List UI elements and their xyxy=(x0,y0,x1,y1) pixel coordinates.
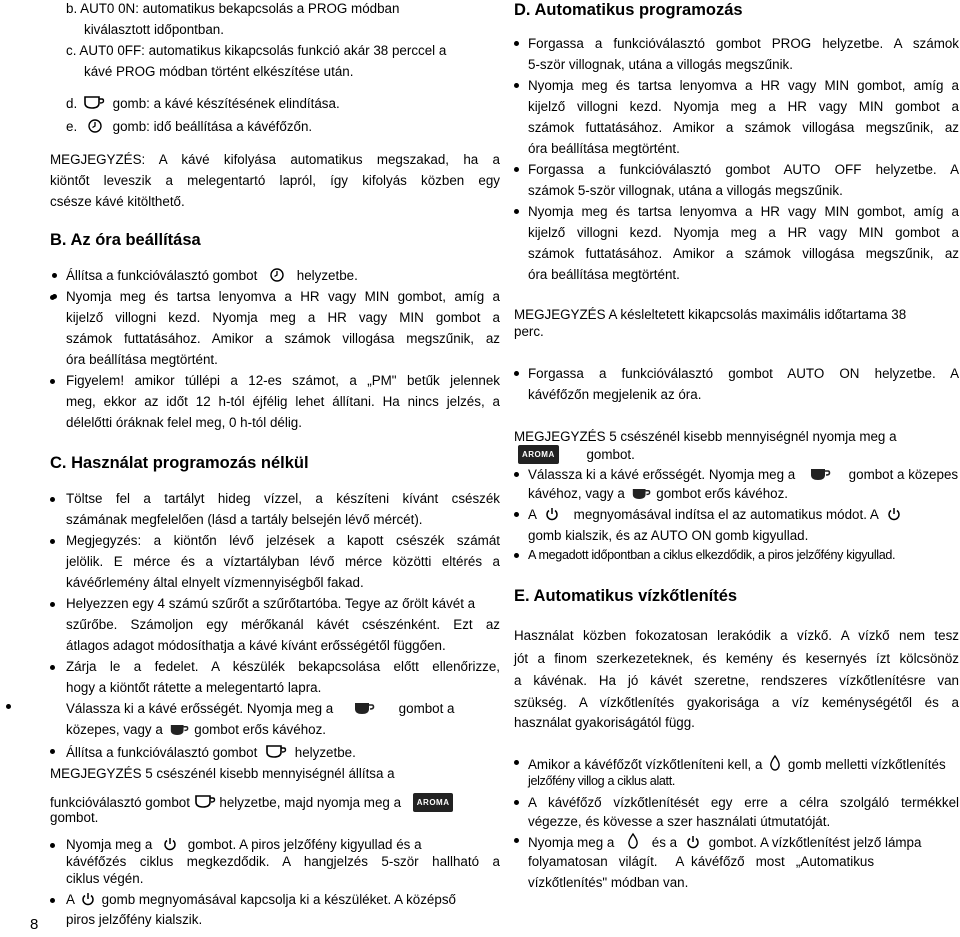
text-segment: gomb megnyomásával kapcsolja ki a készüléket. A középső xyxy=(101,892,456,907)
list-item xyxy=(66,742,500,761)
list-item: Nyomja meg és tartsa lenyomva a HR vagy MIN gombot, amíg a xyxy=(528,204,959,219)
bullet-dot xyxy=(50,843,55,848)
text-line: kijelző villogni kezd. Nyomja meg a HR vagy MIN gombot a xyxy=(528,225,959,240)
text-line: jelölik. E mérce és a víztartályban lévő mérce közötti eltérés a xyxy=(66,554,500,569)
bullet-dot xyxy=(514,472,519,477)
text-line: óra beállítása megtörtént. xyxy=(528,267,680,282)
bullet-dot xyxy=(50,539,55,544)
aroma-badge-icon: AROMA xyxy=(518,445,559,464)
note-line: MEGJEGYZÉS 5 csészénél kisebb mennyiségnél nyomja meg a xyxy=(514,429,897,444)
list-item: Töltse fel a tartályt hideg vízzel, a készíteni kívánt csészék xyxy=(66,491,500,506)
list-marker: d. xyxy=(66,96,78,111)
list-item xyxy=(528,754,959,773)
cup-icon xyxy=(809,466,831,482)
text-line: számának megfelelően (lásd a tartály belsején lévő mércét). xyxy=(66,512,423,527)
aroma-badge-icon: AROMA xyxy=(413,793,454,812)
list-item: Forgassa a funkcióválasztó gombot AUTO OFF helyzetbe. A xyxy=(528,162,959,177)
list-item-c: c. AUT0 0FF: automatikus kikapcsolás funkció akár 38 perccel a xyxy=(66,43,447,58)
paragraph-line: jót a finom szerkezeteknek, és kemény és kesernyés ízt kölcsönöz xyxy=(514,651,959,666)
list-item xyxy=(528,832,959,851)
paragraph-line: a kávénak. Ha jó kávét szeretne, rendszeres vízkőtlenítésre van xyxy=(514,673,959,688)
text-line: óra beállítása megtörtént. xyxy=(528,141,680,156)
text-segment: A xyxy=(528,507,537,522)
text-line: kijelző villogni kezd. Nyomja meg a HR vagy MIN gombot a xyxy=(66,310,500,325)
text-segment: gombot. A vízkőtlenítést jelző lámpa xyxy=(708,835,922,850)
list-item: Nyomja meg és tartsa lenyomva a HR vagy MIN gombot, amíg a xyxy=(528,78,959,93)
note-line: perc. xyxy=(514,324,544,339)
power-icon xyxy=(544,506,560,522)
text-line: kijelző villogni kezd. Nyomja meg a HR vagy MIN gombot a xyxy=(528,99,959,114)
text-segment: helyzetbe. xyxy=(296,268,358,283)
text-line: számok futtatásához. Amikor a számok villogása megszűnik, az xyxy=(528,120,959,135)
text-line: jelzőfény villog a ciklus alatt. xyxy=(528,774,675,788)
paragraph-line: szükség. A vízkőtlenítés gyakorisága a víz keménységétől és a xyxy=(514,695,959,710)
text-line: végezze, és kövesse a szer használati útmutatóját. xyxy=(528,814,831,829)
bullet-dot xyxy=(514,209,519,214)
section-heading-e: E. Automatikus vízkőtlenítés xyxy=(514,587,738,605)
text-line: meg, ekkor az időt 12 h-tól éjfélig lehet állítani. Ha nincs jelzés, a xyxy=(66,394,500,409)
text-line: számok futtatásához. Amikor a számok villogása megszűnik, az xyxy=(66,331,500,346)
note-line xyxy=(514,445,959,464)
bullet-dot xyxy=(514,553,519,558)
text-line: számok 5-ször villognak, utána a villogás megszűnik. xyxy=(528,183,843,198)
text-line: kiválasztott időpontban. xyxy=(84,22,224,37)
note-line: csésze kávé kitölthető. xyxy=(50,194,185,209)
text-line: kávéőrlemény által elnyelt vízmennyiségből fakad. xyxy=(66,575,364,590)
note-line: MEGJEGYZÉS A késleltetett kikapcsolás maximális időtartama 38 xyxy=(514,307,907,322)
text-segment: Amikor a kávéfőzőt vízkőtleníteni kell, a xyxy=(528,757,763,772)
cup-icon xyxy=(353,700,375,716)
list-item xyxy=(66,700,500,717)
text-segment: gomb: idő beállítása a kávéfőzőn. xyxy=(112,119,313,134)
drop-icon xyxy=(768,754,782,772)
text-line: 5-ször villognak, utána a villogás megszűnik. xyxy=(528,57,793,72)
note-line: kiöntőt leveszik a melegentartó lapról, így kifolyás közben egy xyxy=(50,173,500,188)
paragraph-line: Használat közben fokozatosan lerakódik a vízkő. A vízkő nem tesz xyxy=(514,628,959,643)
list-item xyxy=(66,891,500,908)
list-item: Figyelem! amikor túllépi a 12-es számot, a „PM" betűk jelennek xyxy=(66,373,500,388)
bullet-dot xyxy=(514,800,519,805)
text-line xyxy=(528,485,959,502)
power-icon xyxy=(886,506,902,522)
bullet-dot xyxy=(514,41,519,46)
text-segment: gombot a közepes xyxy=(848,467,959,482)
list-item xyxy=(528,466,959,483)
text-line: átlagos adagot módosíthatja a kávé kívánt erősségétől függően. xyxy=(66,638,446,653)
text-segment: és a xyxy=(651,835,678,850)
text-segment: Állítsa a funkcióválasztó gombot xyxy=(66,745,258,760)
list-item-b: b. AUT0 0N: automatikus bekapcsolás a PROG módban xyxy=(66,1,400,16)
note-line: MEGJEGYZÉS 5 csészénél kisebb mennyiségnél állítsa a xyxy=(50,766,395,781)
list-item xyxy=(528,506,959,523)
text-segment: gombot erős kávéhoz. xyxy=(194,722,326,737)
list-marker: e. xyxy=(66,119,78,134)
bullet-dot xyxy=(514,371,519,376)
power-icon xyxy=(162,836,178,852)
cup-icon xyxy=(265,742,287,760)
text-segment: kávéhoz, vagy a xyxy=(528,486,625,501)
clock-icon xyxy=(87,118,103,134)
power-icon xyxy=(80,891,96,907)
text-segment: gombot. xyxy=(586,447,635,462)
text-segment: Válassza ki a kávé erősségét. Nyomja meg a xyxy=(528,467,796,482)
section-heading-d: D. Automatikus programozás xyxy=(514,1,743,19)
text-segment: gomb melletti vízkőtlenítés xyxy=(787,757,946,772)
list-item: Helyezzen egy 4 számú szűrőt a szűrőtartóba. Tegye az őrölt kávét a xyxy=(66,596,476,611)
bullet-dot xyxy=(52,273,57,278)
text-line: ciklus végén. xyxy=(66,871,144,886)
text-segment: helyzetbe, majd nyomja meg a xyxy=(219,795,402,810)
text-segment: A xyxy=(66,892,75,907)
cup-icon xyxy=(169,722,189,737)
text-segment: gombot. A piros jelzőfény kigyullad és a xyxy=(187,837,422,852)
bullet-dot xyxy=(50,749,55,754)
text-line: gomb kialszik, és az AUTO ON gomb kigyullad. xyxy=(528,528,809,543)
cup-icon xyxy=(83,93,105,111)
bullet-dot xyxy=(514,838,519,843)
text-segment: gomb: a kávé készítésének elindítása. xyxy=(112,96,340,111)
text-segment: Nyomja meg a xyxy=(528,835,615,850)
bullet-dot xyxy=(50,898,55,903)
text-segment: gombot erős kávéhoz. xyxy=(656,486,788,501)
text-segment: Válassza ki a kávé erősségét. Nyomja meg a xyxy=(66,701,334,716)
text-line: óra beállítása megtörtént. xyxy=(66,352,218,367)
list-item xyxy=(66,267,500,284)
page-number: 8 xyxy=(30,916,39,933)
text-line: számok futtatásához. Amikor a számok villogása megszűnik, az xyxy=(528,246,959,261)
clock-icon xyxy=(269,267,285,283)
text-line: kávéfőzőn megjelenik az óra. xyxy=(528,387,702,402)
drop-icon xyxy=(626,832,640,850)
bullet-dot xyxy=(50,379,55,384)
text-line: hogy a kiöntőt rátette a melegentartó lapra. xyxy=(66,680,322,695)
list-item-e xyxy=(66,118,500,135)
text-line: piros jelzőfény kialszik. xyxy=(66,912,203,927)
text-segment: funkcióválasztó gombot xyxy=(50,795,190,810)
bullet-dot xyxy=(514,167,519,172)
note-line: gombot. xyxy=(50,810,99,825)
list-item: Forgassa a funkcióválasztó gombot PROG helyzetbe. A számok xyxy=(528,36,959,51)
power-icon xyxy=(685,834,701,850)
cup-icon xyxy=(194,792,216,810)
list-item: Megjegyzés: a kiöntőn lévő jelzések a kapott csészék számát xyxy=(66,533,500,548)
text-line: vízkőtlenítés" módban van. xyxy=(528,875,689,890)
list-item: A kávéfőző vízkőtlenítését egy erre a célra szolgáló termékkel xyxy=(528,795,959,810)
text-segment: Állítsa a funkcióválasztó gombot xyxy=(66,268,258,283)
list-item-d xyxy=(66,93,500,112)
bullet-dot xyxy=(50,295,55,300)
bullet-dot xyxy=(50,602,55,607)
paragraph-line: használat gyakoriságától függ. xyxy=(514,715,695,730)
list-item: Forgassa a funkcióválasztó gombot AUTO ON helyzetbe. A xyxy=(528,366,959,381)
bullet-dot xyxy=(514,760,519,765)
list-item: A megadott időpontban a ciklus elkezdődik, a piros jelzőfény kigyullad. xyxy=(528,548,896,562)
text-segment: gombot a xyxy=(398,701,455,716)
bullet-dot xyxy=(50,665,55,670)
bullet-dot xyxy=(514,83,519,88)
text-line: délelőtti óráknak felel meg, 0 h-tól délig. xyxy=(66,415,302,430)
text-line: folyamatosan világít. A kávéfőző most „Automatikus xyxy=(528,854,875,869)
text-line: szűrőbe. Számoljon egy mérőkanál kávét csészénként. Ezt az xyxy=(66,617,500,632)
text-line xyxy=(66,721,500,738)
text-segment: Nyomja meg a xyxy=(66,837,153,852)
list-item xyxy=(66,836,500,853)
note-line: MEGJEGYZÉS: A kávé kifolyása automatikus megszakad, ha a xyxy=(50,152,500,167)
bullet-dot xyxy=(50,497,55,502)
text-segment: megnyomásával indítsa el az automatikus módot. A xyxy=(573,507,879,522)
text-line: kávéfőzés ciklus megkezdődik. A hangjelzés 5-ször hallható a xyxy=(66,854,500,869)
section-heading-c: C. Használat programozás nélkül xyxy=(50,454,309,472)
text-segment: közepes, vagy a xyxy=(66,722,163,737)
cup-icon xyxy=(631,486,651,501)
text-segment: helyzetbe. xyxy=(294,745,356,760)
list-item: Nyomja meg és tartsa lenyomva a HR vagy MIN gombot, amíg a xyxy=(66,288,500,305)
section-heading-b: B. Az óra beállítása xyxy=(50,231,201,249)
bullet-dot xyxy=(6,704,11,709)
bullet-dot xyxy=(514,512,519,517)
text-line: kávé PROG módban történt elkészítése után. xyxy=(84,64,354,79)
list-item: Zárja le a fedelet. A készülék bekapcsolása előtt ellenőrizze, xyxy=(66,659,500,674)
